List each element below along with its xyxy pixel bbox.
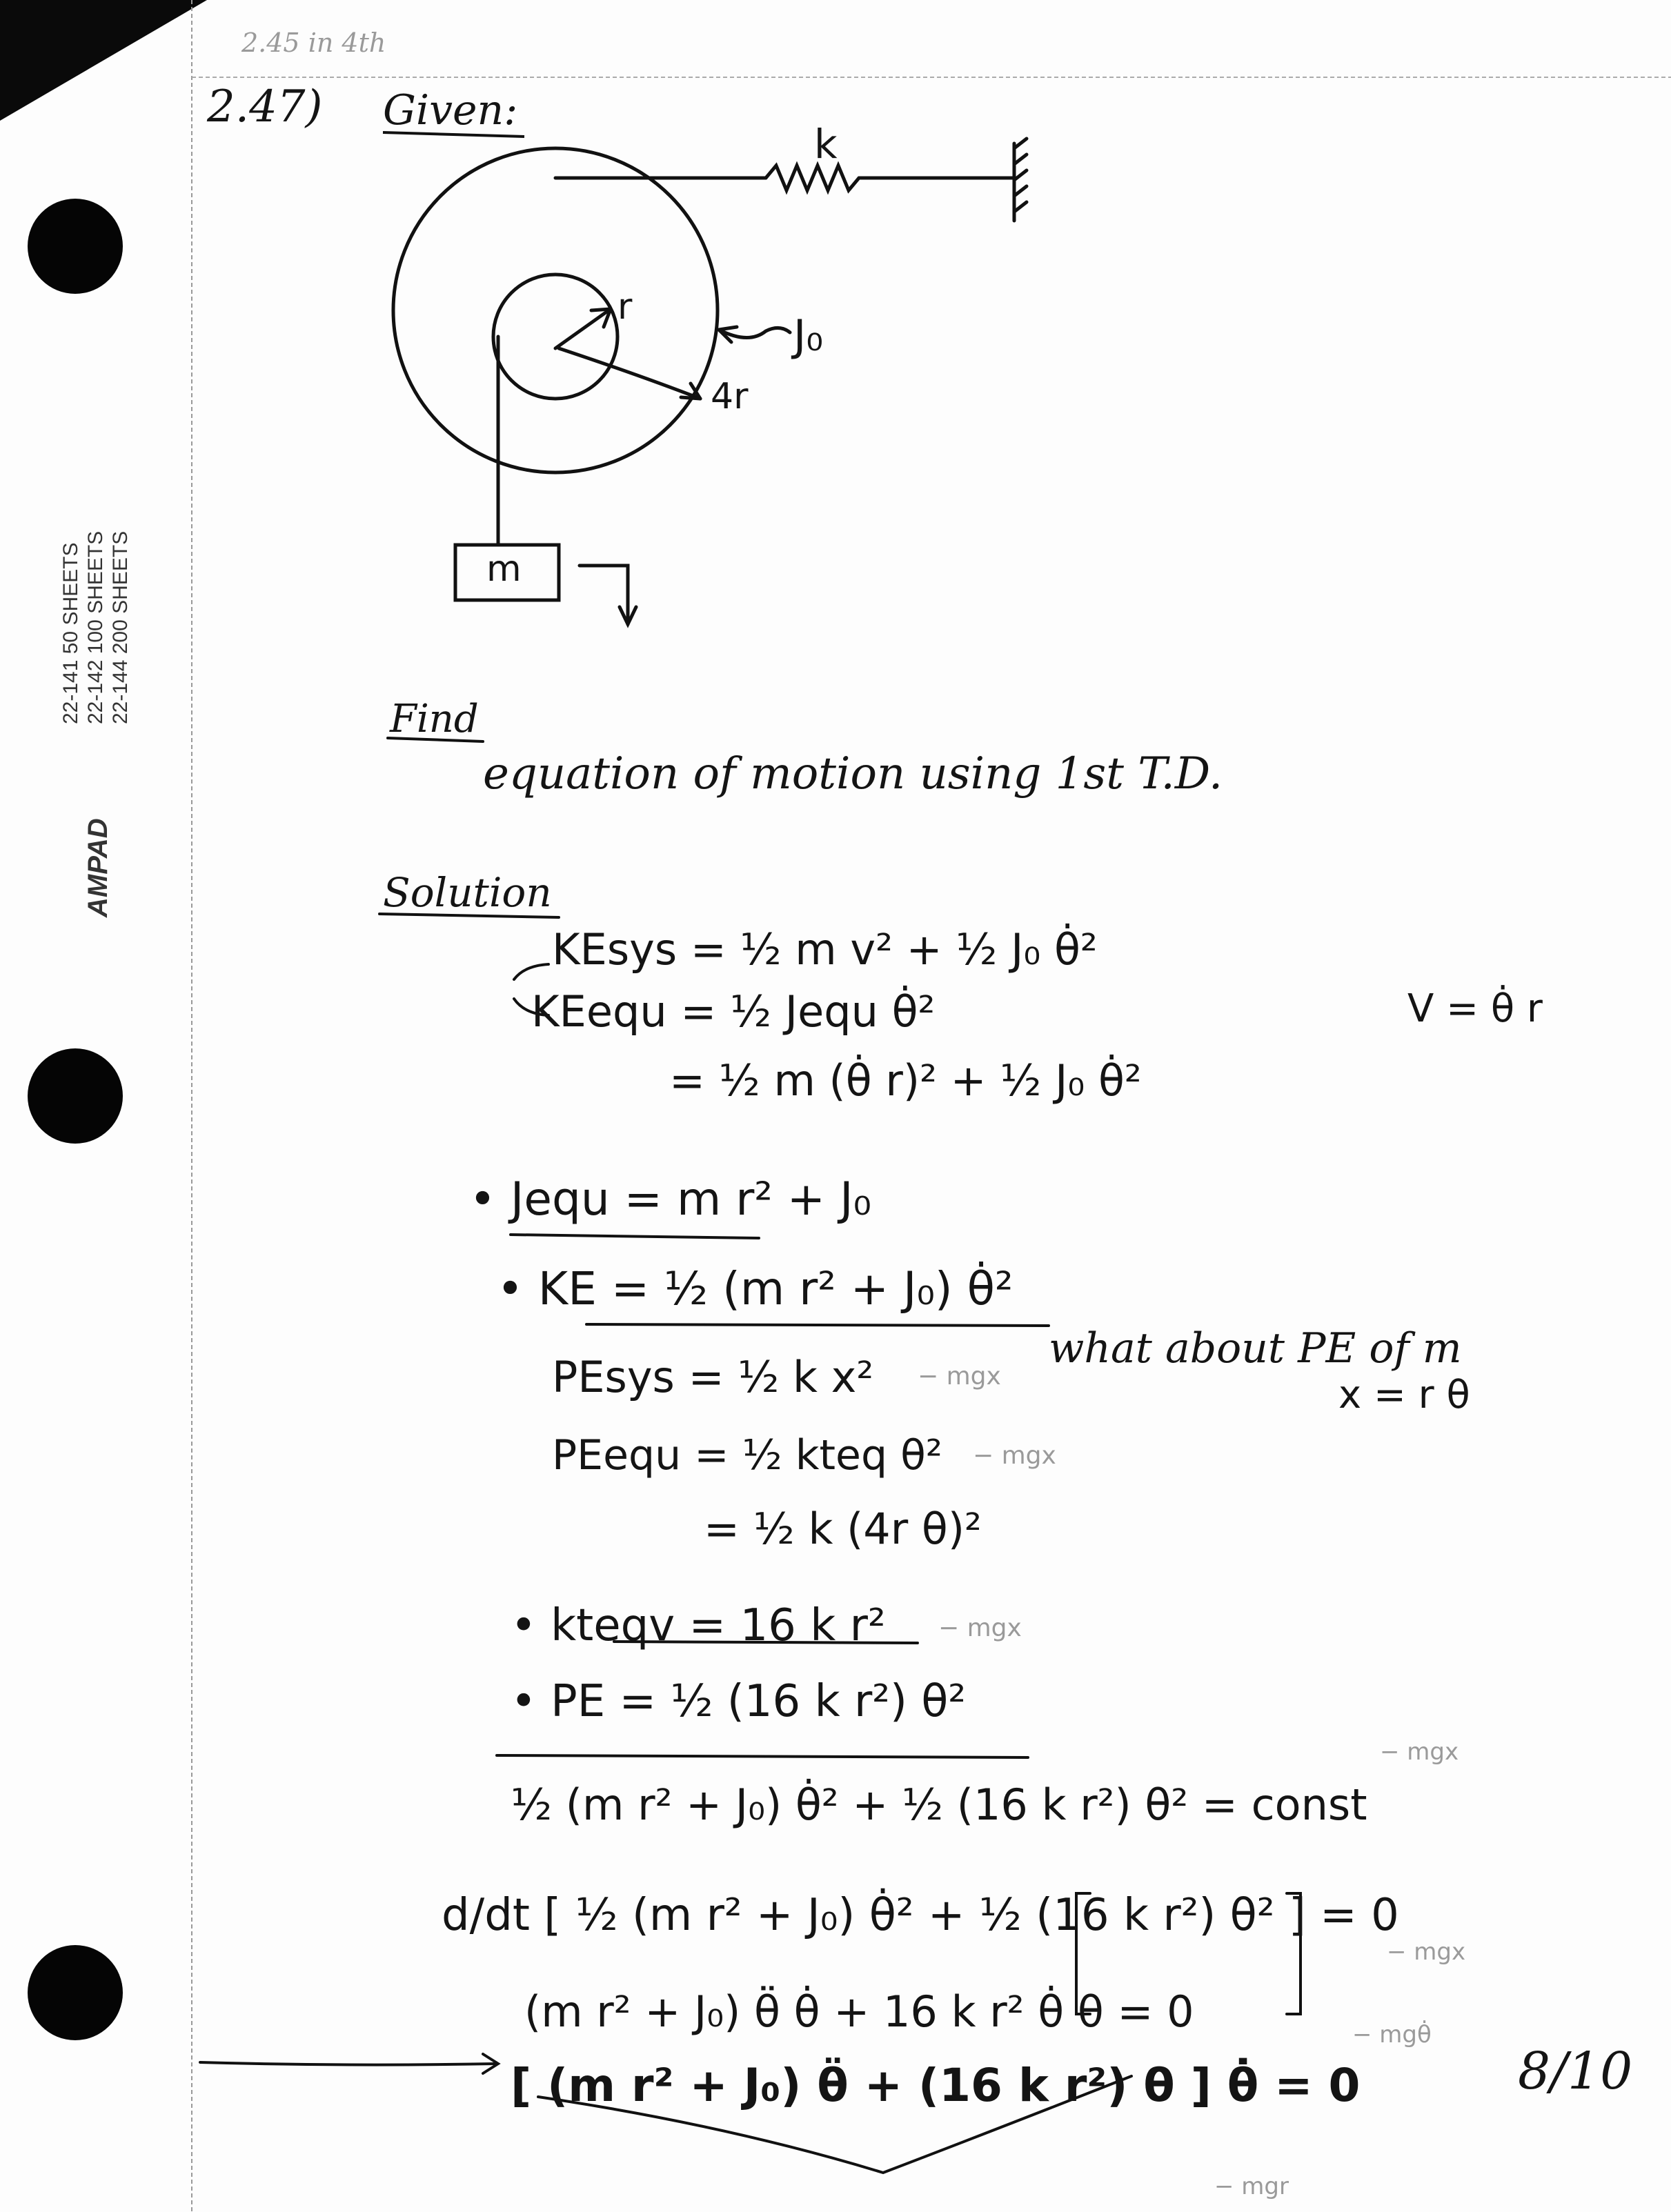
ke-equ-expanded: = ½ m (θ̇ r)² + ½ J₀ θ̇² bbox=[669, 1055, 1142, 1106]
radius-r-arrow bbox=[555, 309, 611, 348]
inner-radius-label: r bbox=[617, 286, 633, 328]
paper-brand: AMPAD bbox=[83, 818, 113, 917]
final-faint: − mgr bbox=[1214, 2173, 1289, 2200]
inner-hub bbox=[493, 275, 617, 399]
x-relation: x = r θ bbox=[1338, 1373, 1470, 1417]
j-equ-line: • Jequ = m r² + J₀ bbox=[469, 1173, 872, 1226]
mass-label: m bbox=[486, 548, 522, 590]
corner-fold bbox=[0, 0, 207, 121]
grade: 8/10 bbox=[1518, 2042, 1633, 2101]
pe-equ-line: PEequ = ½ kteq θ² bbox=[552, 1431, 942, 1479]
radius-4r-arrow bbox=[559, 348, 700, 399]
v-relation: V = θ̇ r bbox=[1407, 986, 1543, 1031]
product-faint: − mgθ̇ bbox=[1352, 2021, 1432, 2049]
ke-sys-line: KEsys = ½ m v² + ½ J₀ θ̇² bbox=[552, 924, 1098, 975]
spring-coil bbox=[766, 166, 859, 190]
problem-number: 2.47) bbox=[207, 81, 323, 132]
pe-equ-faint: − mgx bbox=[973, 1442, 1056, 1470]
ke-result-line: • KE = ½ (m r² + J₀) θ̇² bbox=[497, 1262, 1014, 1315]
solution-label: Solution bbox=[383, 869, 552, 916]
energy-sum-faint: − mgx bbox=[1380, 1738, 1459, 1766]
comment-pe-of-m: what about PE of m bbox=[1049, 1324, 1462, 1373]
derivative-line: d/dt [ ½ (m r² + J₀) θ̇² + ½ (16 k r²) θ² ] = 0 bbox=[442, 1890, 1399, 1941]
header-note: 2.45 in 4th bbox=[241, 28, 386, 58]
product-line: (m r² + J₀) θ̈ θ̇ + 16 k r² θ̇ θ = 0 bbox=[524, 1986, 1194, 2037]
derivative-faint: − mgx bbox=[1387, 1938, 1466, 1966]
outer-radius-label: 4r bbox=[711, 376, 749, 417]
paper-stamp-line-2: 22-142 100 SHEETS bbox=[84, 530, 107, 724]
outer-disk bbox=[393, 148, 718, 472]
pe-equ-expanded: = ½ k (4r θ)² bbox=[704, 1504, 982, 1554]
paper-stamp-line-1: 22-141 50 SHEETS bbox=[59, 542, 82, 724]
spring-label: k bbox=[814, 121, 838, 168]
paper-stamp-line-3: 22-144 200 SHEETS bbox=[109, 530, 132, 724]
wall-hatch bbox=[1014, 139, 1027, 212]
find-label: Find bbox=[390, 697, 479, 741]
ke-equ-line: KEequ = ½ Jequ θ̇² bbox=[531, 986, 936, 1037]
given-label: Given: bbox=[383, 86, 518, 134]
kt-equ-line: • kteqv = 16 k r² bbox=[511, 1600, 886, 1651]
pe-result-line: • PE = ½ (16 k r²) θ² bbox=[511, 1676, 967, 1727]
pe-sys-faint: − mgx bbox=[918, 1362, 1001, 1391]
pe-sys-line: PEsys = ½ k x² bbox=[552, 1352, 874, 1402]
inertia-label: J₀ bbox=[793, 310, 824, 361]
final-equation: [ (m r² + J₀) θ̈ + (16 k r²) θ ] θ̇ = 0 bbox=[511, 2059, 1361, 2112]
find-text: equation of motion using 1st T.D. bbox=[483, 748, 1223, 799]
motion-arrow bbox=[580, 566, 628, 624]
energy-sum-line: ½ (m r² + J₀) θ̇² + ½ (16 k r²) θ² = const bbox=[511, 1780, 1367, 1830]
kt-equ-faint: − mgx bbox=[938, 1614, 1022, 1642]
